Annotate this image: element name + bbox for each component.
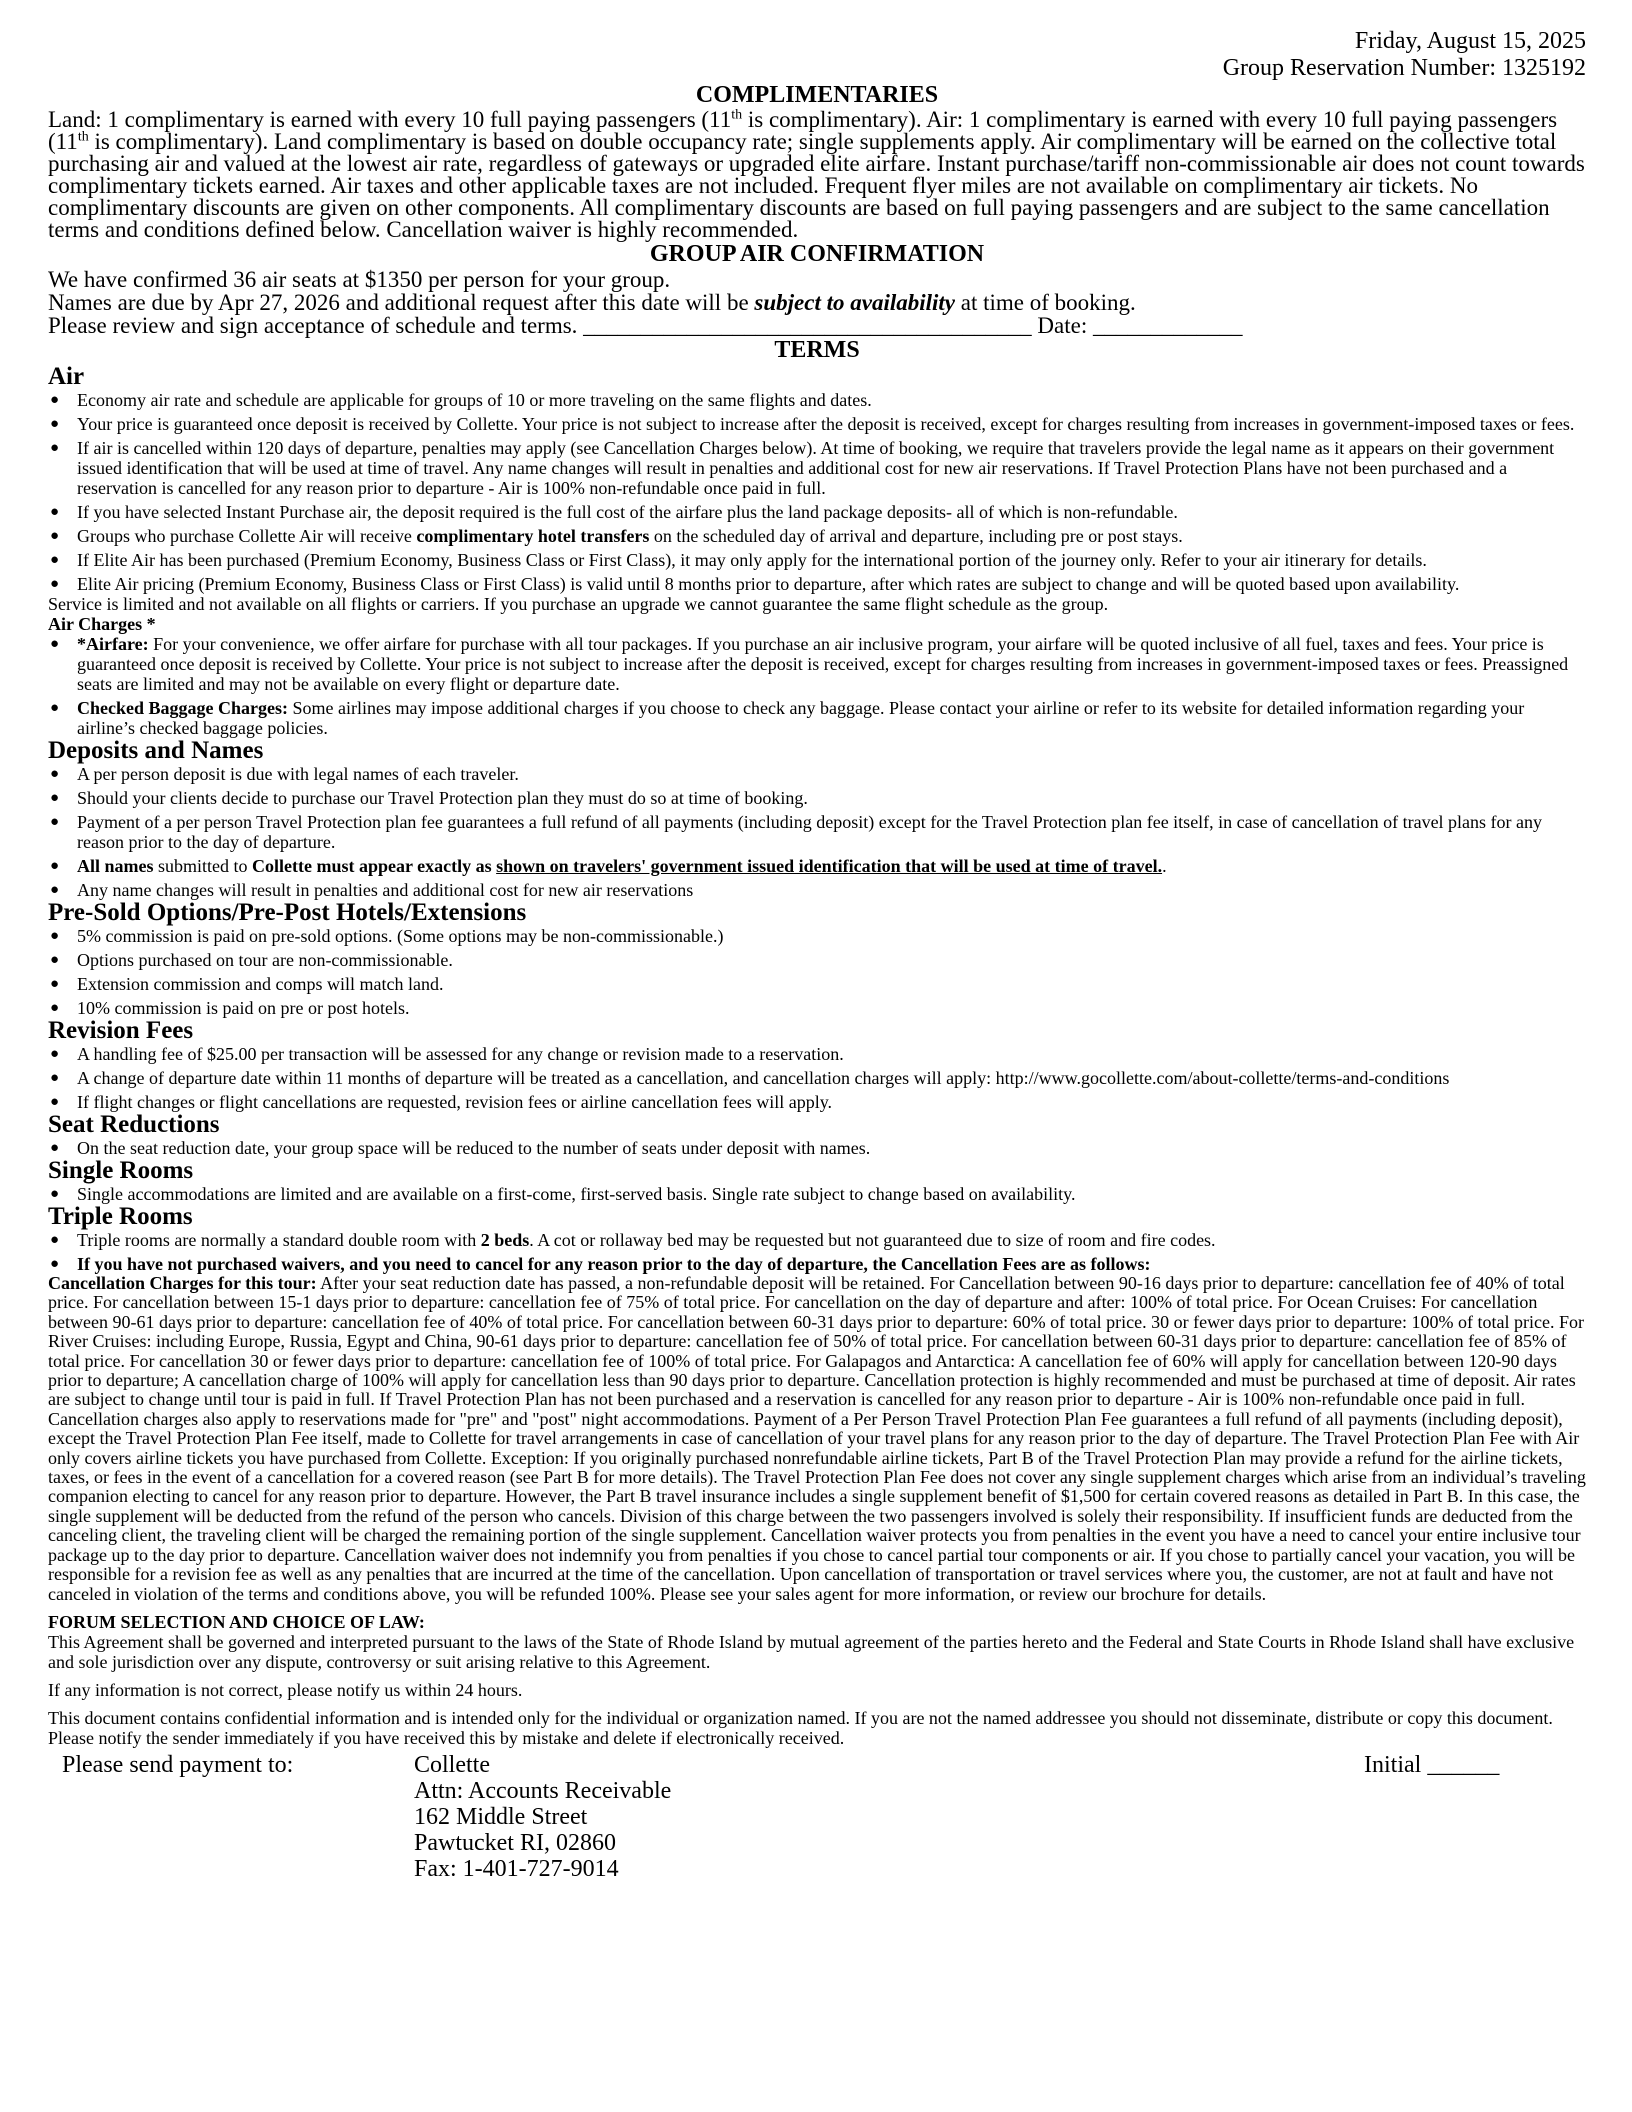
signature-line: Please review and sign acceptance of schedule and terms. _______________________________________ Date: _____________ xyxy=(48,313,1243,338)
list-item: ● Checked Baggage Charges: Some airlines may impose additional charges if you choose to check any baggage. Please contact your airline or refer to its website for detailed information regarding your airline’s checked baggage policies. xyxy=(48,698,1586,738)
list-item: ● If air is cancelled within 120 days of departure, penalties may apply (see Cancellation Charges below). At time of booking, we require that travelers provide the legal name as it appears on their government issued identification that will be used at time of travel. Any name changes will result in penalties and additional cost for new air reservations. If Travel Protection Plans have not been purchased and a reservation is cancelled for any reason prior to departure - Air is 100% non-refundable once paid in full. xyxy=(48,438,1586,498)
cancellation-paragraph: Cancellation Charges for this tour: After your seat reduction date has passed, a non-refundable deposit will be retained. For Cancellation between 90-16 days prior to departure: cancellation fee of 40% of total price. For cancellation between 15-1 days prior to departure: cancellation fee of 75% of total price. For cancellation on the day of departure and after: 100% of total price. For Ocean Cruises: For cancellation between 90-61 days prior to departure: cancellation fee of 40% of total price. For cancellation between 60-31 days prior to departure: 60% of total price. 30 or fewer days prior to departure: 100% of total price. For River Cruises: including Europe, Russia, Egypt and China, 90-61 days prior to departure: cancellation fee of 50% of total price. For cancellation between 60-31 days prior to departure: cancellation fee of 85% of total price. For cancellation 30 or fewer days prior to departure: cancellation fee of 100% of total price. For Galapagos and Antarctica: A cancellation fee of 60% will apply for cancellation between 120-90 days prior to departure; A cancellation charge of 100% will apply for cancellation less than 90 days prior to departure. Cancellation protection is highly recommended and must be purchased at time of deposit. Air rates are subject to change until tour is paid in full. If Travel Protection Plan has not been purchased and a reservation is cancelled for any reason prior to departure - Air is 100% non-refundable once paid in full. Cancellation charges also apply to reservations made for "pre" and "post" night accommodations. Payment of a Per Person Travel Protection Plan Fee guarantees a full refund of all payments (including deposit), except the Travel Protection Plan Fee itself, made to Collette for travel arrangements in case of cancellation of your travel plans for any reason prior to the day of departure. The Travel Protection Plan Fee with Air only covers airline tickets you have purchased from Collette. Exception: If you originally purchased nonrefundable airline tickets, Part B of the Travel Protection Plan may provide a refund for the airline tickets, taxes, or fees in the event of a cancellation for a covered reason (see Part B for more details). The Travel Protection Plan Fee does not cover any single supplement charges which arise from an individual’s traveling companion electing to cancel for any reason prior to departure. However, the Part B travel insurance includes a single supplement benefit of $1,500 for certain covered reasons as detailed in Part B. In this case, the single supplement will be deducted from the refund of the person who cancels. Division of this charge between the two passengers involved is solely their responsibility. If insufficient funds are deducted from the canceling client, the traveling client will be charged the remaining portion of the single supplement. Cancellation waiver protects you from penalties in the event you have a need to cancel your entire inclusive tour package up to the day prior to departure. Cancellation waiver does not indemnify you from penalties if you chose to cancel partial tour components or air. If you chose to partially cancel your vacation, you will be responsible for a revision fee as well as any penalties that are incurred at the time of the cancellation. Upon cancellation of transportation or travel services where you, the customer, are not at fault and have not canceled in violation of the terms and conditions above, you will be refunded 100%. Please see your sales agent for more information, or review our brochure for details. xyxy=(48,1273,1586,1604)
section-triple-title: Triple Rooms xyxy=(48,1203,193,1230)
address-line: Fax: 1-401-727-9014 xyxy=(414,1855,619,1882)
list-item: ● A change of departure date within 11 months of departure will be treated as a cancellation, and cancellation charges will apply: http://www.gocollette.com/about-collette/terms-and-conditions xyxy=(48,1068,1586,1088)
list-item: ● If you have selected Instant Purchase air, the deposit required is the full cost of the airfare plus the land package deposits- all of which is non-refundable. xyxy=(48,502,1586,522)
complimentaries-title: COMPLIMENTARIES xyxy=(695,82,939,108)
air-charges-title: Air Charges * xyxy=(48,614,156,634)
deposits-list xyxy=(48,764,1586,900)
list-item: ● If you have not purchased waivers, and you need to cancel for any reason prior to the day of departure, the Cancellation Fees are as follows: xyxy=(48,1254,1586,1274)
forum-paragraph: This Agreement shall be governed and interpreted pursuant to the laws of the State of Rhode Island by mutual agreement of the parties hereto and the Federal and State Courts in Rhode Island shall have exclusive and sole jurisdiction over any dispute, controversy or suit arising relative to this Agreement. xyxy=(48,1631,1575,1672)
complimentaries-paragraph: Land: 1 complimentary is earned with every 10 full paying passengers (11th is complimentary). Air: 1 complimentary is earned with every 10 full paying passengers (11th is complimentary). Land complimentary is based on double occupancy rate; single supplements apply. Air complimentary will be earned on the collective total purchasing air and valued at the lowest air rate, regardless of gateways or upgraded elite airfare. Instant purchase/tariff non-commissionable air does not count towards complimentary tickets earned. Air taxes and other applicable taxes are not included. Frequent flyer miles are not available on complimentary air tickets. No complimentary discounts are given on other components. All complimentary discounts are based on full paying passengers and are subject to the same cancellation terms and conditions defined below. Cancellation waiver is highly recommended. xyxy=(48,107,1585,242)
initial-field[interactable]: Initial ______ xyxy=(1364,1751,1500,1778)
section-revision-title: Revision Fees xyxy=(48,1017,194,1044)
list-item: ● On the seat reduction date, your group space will be reduced to the number of seats under deposit with names. xyxy=(48,1138,1586,1158)
list-item: ● Extension commission and comps will match land. xyxy=(48,974,1586,994)
list-item: ● Elite Air pricing (Premium Economy, Business Class or First Class) is valid until 8 months prior to departure, after which rates are subject to change and will be quoted based upon availability. xyxy=(48,574,1586,594)
address-line: 162 Middle Street xyxy=(414,1803,588,1830)
section-deposits-title: Deposits and Names xyxy=(48,737,264,764)
section-seat-title: Seat Reductions xyxy=(48,1111,220,1138)
list-item: ● If flight changes or flight cancellations are requested, revision fees or airline cancellation fees will apply. xyxy=(48,1092,1586,1112)
notify-line: If any information is not correct, please notify us within 24 hours. xyxy=(48,1679,523,1700)
payment-label: Please send payment to: xyxy=(62,1751,294,1778)
list-item: ● 10% commission is paid on pre or post hotels. xyxy=(48,998,1586,1018)
list-item: ● *Airfare: For your convenience, we offer airfare for purchase with all tour packages. If you purchase an air inclusive program, your airfare will be quoted inclusive of all fuel, taxes and fees. Your price is guaranteed once deposit is received by Collette. Your price is not subject to increase after the deposit is received, except for charges resulting from increases in government-imposed taxes or fees. Preassigned seats are limited and may not be available on every flight or departure date. xyxy=(48,634,1586,694)
list-item: ● 5% commission is paid on pre-sold options. (Some options may be non-commissionable.) xyxy=(48,926,1586,946)
address-line: Pawtucket RI, 02860 xyxy=(414,1829,616,1856)
list-item: ● Should your clients decide to purchase our Travel Protection plan they must do so at time of booking. xyxy=(48,788,1586,808)
list-item: ● Options purchased on tour are non-commissionable. xyxy=(48,950,1586,970)
reservation-number: Group Reservation Number: 1325192 xyxy=(1222,55,1586,81)
confidential-notice: This document contains confidential information and is intended only for the individual or organization named. If you are not the named addressee you should not disseminate, distribute or copy this document. Please notify the sender immediately if you have received this by mistake and delete if electronically received. xyxy=(48,1707,1553,1748)
list-item: ● Triple rooms are normally a standard double room with 2 beds. A cot or rollaway bed may be requested but not guaranteed due to size of room and fire codes. xyxy=(48,1230,1586,1250)
header-date: Friday, August 15, 2025 xyxy=(1354,28,1586,54)
list-item: ● All names submitted to Collette must appear exactly as shown on travelers' government issued identification that will be used at time of travel.. xyxy=(48,856,1586,876)
triple-list xyxy=(48,1230,1586,1274)
list-item: ● Groups who purchase Collette Air will receive complimentary hotel transfers on the scheduled day of arrival and departure, including pre or post stays. xyxy=(48,526,1586,546)
revision-list xyxy=(48,1044,1586,1112)
list-item: ● A per person deposit is due with legal names of each traveler. xyxy=(48,764,1586,784)
address-line: Collette xyxy=(414,1751,490,1778)
air-charges-list xyxy=(48,634,1586,738)
address-line: Attn: Accounts Receivable xyxy=(414,1777,672,1804)
list-item: ● Payment of a per person Travel Protection plan fee guarantees a full refund of all payments (including deposit) except for the Travel Protection plan fee itself, in case of cancellation of travel plans for any reason prior to the day of departure. xyxy=(48,812,1586,852)
section-single-title: Single Rooms xyxy=(48,1157,194,1184)
forum-title: FORUM SELECTION AND CHOICE OF LAW: xyxy=(48,1611,425,1632)
section-air-title: Air xyxy=(48,363,85,390)
service-note: Service is limited and not available on all flights or carriers. If you purchase an upgrade we cannot guarantee the same flight schedule as the group. xyxy=(48,594,1109,614)
section-presold-title: Pre-Sold Options/Pre-Post Hotels/Extensions xyxy=(48,899,527,926)
seat-list xyxy=(48,1138,1586,1158)
names-due-line: Names are due by Apr 27, 2026 and additional request after this date will be subject to availability at time of booking. xyxy=(48,290,1136,315)
list-item: ● Your price is guaranteed once deposit is received by Collette. Your price is not subject to increase after the deposit is received, except for charges resulting from increases in government-imposed taxes or fees. xyxy=(48,414,1586,434)
presold-list xyxy=(48,926,1586,1018)
list-item: ● Any name changes will result in penalties and additional cost for new air reservations xyxy=(48,880,1586,900)
list-item: ● Single accommodations are limited and are available on a first-come, first-served basis. Single rate subject to change based on availability. xyxy=(48,1184,1586,1204)
air-list xyxy=(48,390,1586,594)
payment-block xyxy=(48,1752,1586,1882)
list-item: ● A handling fee of $25.00 per transaction will be assessed for any change or revision made to a reservation. xyxy=(48,1044,1586,1064)
single-list xyxy=(48,1184,1586,1204)
terms-title: TERMS xyxy=(774,337,860,363)
air-seats-line: We have confirmed 36 air seats at $1350 per person for your group. xyxy=(48,267,671,292)
list-item: ● Economy air rate and schedule are applicable for groups of 10 or more traveling on the same flights and dates. xyxy=(48,390,1586,410)
group-air-title: GROUP AIR CONFIRMATION xyxy=(649,241,985,267)
list-item: ● If Elite Air has been purchased (Premium Economy, Business Class or First Class), it may only apply for the international portion of the journey only. Refer to your air itinerary for details. xyxy=(48,550,1586,570)
